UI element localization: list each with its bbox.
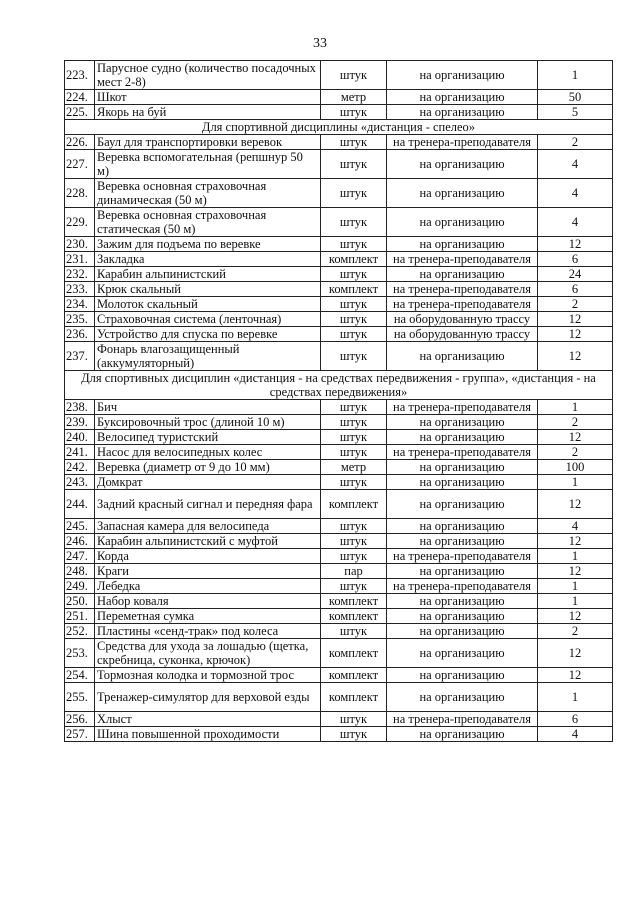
- table-row: [65, 282, 613, 297]
- section-header-row: [65, 120, 613, 135]
- table-row: [65, 297, 613, 312]
- calculation-basis: на оборудованную трассу: [387, 327, 538, 342]
- item-name: Переметная сумка: [95, 609, 321, 624]
- item-number: 246.: [65, 534, 95, 549]
- calculation-basis: на организацию: [387, 415, 538, 430]
- item-number: 254.: [65, 668, 95, 683]
- quantity: 6: [538, 712, 613, 727]
- quantity: 12: [538, 327, 613, 342]
- calculation-basis: на тренера-преподавателя: [387, 445, 538, 460]
- unit-of-measure: штук: [321, 534, 387, 549]
- table-row: [65, 639, 613, 668]
- item-name: Якорь на буй: [95, 105, 321, 120]
- item-name: Карабин альпинистский с муфтой: [95, 534, 321, 549]
- unit-of-measure: штук: [321, 267, 387, 282]
- table-row: [65, 712, 613, 727]
- unit-of-measure: штук: [321, 445, 387, 460]
- table-row: [65, 609, 613, 624]
- unit-of-measure: штук: [321, 475, 387, 490]
- unit-of-measure: штук: [321, 415, 387, 430]
- table-row: [65, 668, 613, 683]
- item-name: Домкрат: [95, 475, 321, 490]
- item-number: 251.: [65, 609, 95, 624]
- table-row: [65, 534, 613, 549]
- item-name: Хлыст: [95, 712, 321, 727]
- table-row: [65, 105, 613, 120]
- quantity: 2: [538, 297, 613, 312]
- calculation-basis: на тренера-преподавателя: [387, 549, 538, 564]
- item-name: Молоток скальный: [95, 297, 321, 312]
- item-number: 255.: [65, 683, 95, 712]
- item-number: 231.: [65, 252, 95, 267]
- quantity: 6: [538, 252, 613, 267]
- item-name: Крюк скальный: [95, 282, 321, 297]
- item-number: 237.: [65, 342, 95, 371]
- unit-of-measure: метр: [321, 90, 387, 105]
- table-row: [65, 61, 613, 90]
- unit-of-measure: комплект: [321, 594, 387, 609]
- quantity: 12: [538, 534, 613, 549]
- unit-of-measure: метр: [321, 460, 387, 475]
- item-number: 248.: [65, 564, 95, 579]
- table-row: [65, 430, 613, 445]
- unit-of-measure: штук: [321, 579, 387, 594]
- quantity: 2: [538, 445, 613, 460]
- unit-of-measure: штук: [321, 150, 387, 179]
- equipment-table-body: [65, 61, 613, 742]
- table-row: [65, 579, 613, 594]
- quantity: 6: [538, 282, 613, 297]
- unit-of-measure: штук: [321, 135, 387, 150]
- calculation-basis: на организацию: [387, 208, 538, 237]
- quantity: 2: [538, 135, 613, 150]
- calculation-basis: на организацию: [387, 609, 538, 624]
- table-row: [65, 267, 613, 282]
- quantity: 1: [538, 61, 613, 90]
- item-name: Пластины «сенд-трак» под колеса: [95, 624, 321, 639]
- calculation-basis: на организацию: [387, 267, 538, 282]
- item-name: Корда: [95, 549, 321, 564]
- item-number: 247.: [65, 549, 95, 564]
- unit-of-measure: комплект: [321, 609, 387, 624]
- unit-of-measure: штук: [321, 237, 387, 252]
- item-number: 253.: [65, 639, 95, 668]
- unit-of-measure: штук: [321, 400, 387, 415]
- item-number: 229.: [65, 208, 95, 237]
- calculation-basis: на организацию: [387, 342, 538, 371]
- unit-of-measure: штук: [321, 61, 387, 90]
- item-number: 235.: [65, 312, 95, 327]
- calculation-basis: на организацию: [387, 564, 538, 579]
- table-row: [65, 150, 613, 179]
- calculation-basis: на организацию: [387, 237, 538, 252]
- unit-of-measure: штук: [321, 297, 387, 312]
- calculation-basis: на организацию: [387, 150, 538, 179]
- table-row: [65, 342, 613, 371]
- item-name: Баул для транспортировки веревок: [95, 135, 321, 150]
- table-row: [65, 179, 613, 208]
- item-number: 232.: [65, 267, 95, 282]
- table-row: [65, 237, 613, 252]
- table-row: [65, 475, 613, 490]
- item-name: Тормозная колодка и тормозной трос: [95, 668, 321, 683]
- quantity: 100: [538, 460, 613, 475]
- section-title: Для спортивной дисциплины «дистанция - спелео»: [65, 120, 613, 135]
- quantity: 12: [538, 564, 613, 579]
- calculation-basis: на организацию: [387, 490, 538, 519]
- calculation-basis: на организацию: [387, 668, 538, 683]
- item-name: Лебедка: [95, 579, 321, 594]
- item-number: 240.: [65, 430, 95, 445]
- item-name: Веревка основная страховочная динамическая (50 м): [95, 179, 321, 208]
- quantity: 5: [538, 105, 613, 120]
- page-number: 33: [313, 36, 327, 51]
- item-number: 226.: [65, 135, 95, 150]
- table-row: [65, 445, 613, 460]
- item-number: 225.: [65, 105, 95, 120]
- item-number: 241.: [65, 445, 95, 460]
- item-number: 238.: [65, 400, 95, 415]
- calculation-basis: на организацию: [387, 594, 538, 609]
- item-number: 228.: [65, 179, 95, 208]
- section-title: Для спортивных дисциплин «дистанция - на средствах передвижения - группа», «дистанция - на средствах передвижения»: [65, 371, 613, 400]
- item-number: 233.: [65, 282, 95, 297]
- quantity: 1: [538, 400, 613, 415]
- item-name: Тренажер-симулятор для верховой езды: [95, 683, 321, 712]
- item-name: Буксировочный трос (длиной 10 м): [95, 415, 321, 430]
- item-name: Шина повышенной проходимости: [95, 727, 321, 742]
- quantity: 4: [538, 727, 613, 742]
- calculation-basis: на организацию: [387, 639, 538, 668]
- unit-of-measure: штук: [321, 624, 387, 639]
- calculation-basis: на организацию: [387, 179, 538, 208]
- table-row: [65, 135, 613, 150]
- quantity: 12: [538, 342, 613, 371]
- calculation-basis: на тренера-преподавателя: [387, 282, 538, 297]
- quantity: 12: [538, 668, 613, 683]
- unit-of-measure: штук: [321, 549, 387, 564]
- table-row: [65, 727, 613, 742]
- unit-of-measure: комплект: [321, 639, 387, 668]
- calculation-basis: на тренера-преподавателя: [387, 252, 538, 267]
- unit-of-measure: комплект: [321, 252, 387, 267]
- unit-of-measure: пар: [321, 564, 387, 579]
- item-name: Фонарь влагозащищенный (аккумуляторный): [95, 342, 321, 371]
- unit-of-measure: штук: [321, 208, 387, 237]
- item-name: Веревка основная страховочная статическая (50 м): [95, 208, 321, 237]
- quantity: 4: [538, 179, 613, 208]
- table-row: [65, 312, 613, 327]
- item-name: Шкот: [95, 90, 321, 105]
- calculation-basis: на организацию: [387, 534, 538, 549]
- item-number: 243.: [65, 475, 95, 490]
- quantity: 2: [538, 624, 613, 639]
- quantity: 4: [538, 208, 613, 237]
- unit-of-measure: комплект: [321, 490, 387, 519]
- item-number: 250.: [65, 594, 95, 609]
- equipment-table: [64, 60, 613, 742]
- item-number: 223.: [65, 61, 95, 90]
- table-row: [65, 327, 613, 342]
- item-name: Страховочная система (ленточная): [95, 312, 321, 327]
- item-number: 230.: [65, 237, 95, 252]
- unit-of-measure: штук: [321, 105, 387, 120]
- unit-of-measure: штук: [321, 727, 387, 742]
- item-name: Запасная камера для велосипеда: [95, 519, 321, 534]
- calculation-basis: на организацию: [387, 90, 538, 105]
- item-number: 236.: [65, 327, 95, 342]
- table-row: [65, 208, 613, 237]
- calculation-basis: на тренера-преподавателя: [387, 579, 538, 594]
- table-row: [65, 519, 613, 534]
- quantity: 4: [538, 150, 613, 179]
- calculation-basis: на организацию: [387, 460, 538, 475]
- item-name: Бич: [95, 400, 321, 415]
- table-row: [65, 460, 613, 475]
- item-name: Насос для велосипедных колес: [95, 445, 321, 460]
- calculation-basis: на тренера-преподавателя: [387, 400, 538, 415]
- item-name: Велосипед туристский: [95, 430, 321, 445]
- calculation-basis: на организацию: [387, 683, 538, 712]
- item-number: 239.: [65, 415, 95, 430]
- item-number: 244.: [65, 490, 95, 519]
- quantity: 2: [538, 415, 613, 430]
- calculation-basis: на тренера-преподавателя: [387, 712, 538, 727]
- calculation-basis: на организацию: [387, 430, 538, 445]
- item-number: 242.: [65, 460, 95, 475]
- table-row: [65, 683, 613, 712]
- table-row: [65, 624, 613, 639]
- quantity: 12: [538, 609, 613, 624]
- table-row: [65, 252, 613, 267]
- table-row: [65, 400, 613, 415]
- quantity: 1: [538, 549, 613, 564]
- quantity: 1: [538, 579, 613, 594]
- quantity: 12: [538, 490, 613, 519]
- calculation-basis: на организацию: [387, 727, 538, 742]
- unit-of-measure: комплект: [321, 282, 387, 297]
- item-number: 257.: [65, 727, 95, 742]
- unit-of-measure: комплект: [321, 683, 387, 712]
- item-name: Веревка (диаметр от 9 до 10 мм): [95, 460, 321, 475]
- table-row: [65, 594, 613, 609]
- item-name: Набор коваля: [95, 594, 321, 609]
- item-name: Краги: [95, 564, 321, 579]
- quantity: 12: [538, 430, 613, 445]
- quantity: 12: [538, 312, 613, 327]
- item-name: Карабин альпинистский: [95, 267, 321, 282]
- item-name: Задний красный сигнал и передняя фара: [95, 490, 321, 519]
- item-number: 249.: [65, 579, 95, 594]
- item-name: Зажим для подъема по веревке: [95, 237, 321, 252]
- unit-of-measure: штук: [321, 179, 387, 208]
- quantity: 4: [538, 519, 613, 534]
- item-name: Устройство для спуска по веревке: [95, 327, 321, 342]
- calculation-basis: на организацию: [387, 105, 538, 120]
- quantity: 1: [538, 594, 613, 609]
- unit-of-measure: штук: [321, 327, 387, 342]
- item-number: 227.: [65, 150, 95, 179]
- table-row: [65, 90, 613, 105]
- quantity: 24: [538, 267, 613, 282]
- item-name: Закладка: [95, 252, 321, 267]
- item-number: 245.: [65, 519, 95, 534]
- calculation-basis: на организацию: [387, 61, 538, 90]
- quantity: 12: [538, 639, 613, 668]
- table-row: [65, 490, 613, 519]
- item-name: Средства для ухода за лошадью (щетка, скребница, суконка, крючок): [95, 639, 321, 668]
- quantity: 12: [538, 237, 613, 252]
- quantity: 50: [538, 90, 613, 105]
- item-number: 234.: [65, 297, 95, 312]
- calculation-basis: на организацию: [387, 624, 538, 639]
- calculation-basis: на организацию: [387, 519, 538, 534]
- table-row: [65, 549, 613, 564]
- unit-of-measure: штук: [321, 312, 387, 327]
- unit-of-measure: штук: [321, 519, 387, 534]
- item-number: 224.: [65, 90, 95, 105]
- item-number: 256.: [65, 712, 95, 727]
- calculation-basis: на тренера-преподавателя: [387, 135, 538, 150]
- calculation-basis: на тренера-преподавателя: [387, 297, 538, 312]
- quantity: 1: [538, 683, 613, 712]
- table-row: [65, 415, 613, 430]
- item-name: Парусное судно (количество посадочных мест 2-8): [95, 61, 321, 90]
- item-name: Веревка вспомогательная (репшнур 50 м): [95, 150, 321, 179]
- unit-of-measure: штук: [321, 712, 387, 727]
- section-header-row: [65, 371, 613, 400]
- table-row: [65, 564, 613, 579]
- quantity: 1: [538, 475, 613, 490]
- unit-of-measure: комплект: [321, 668, 387, 683]
- unit-of-measure: штук: [321, 430, 387, 445]
- unit-of-measure: штук: [321, 342, 387, 371]
- calculation-basis: на оборудованную трассу: [387, 312, 538, 327]
- calculation-basis: на организацию: [387, 475, 538, 490]
- item-number: 252.: [65, 624, 95, 639]
